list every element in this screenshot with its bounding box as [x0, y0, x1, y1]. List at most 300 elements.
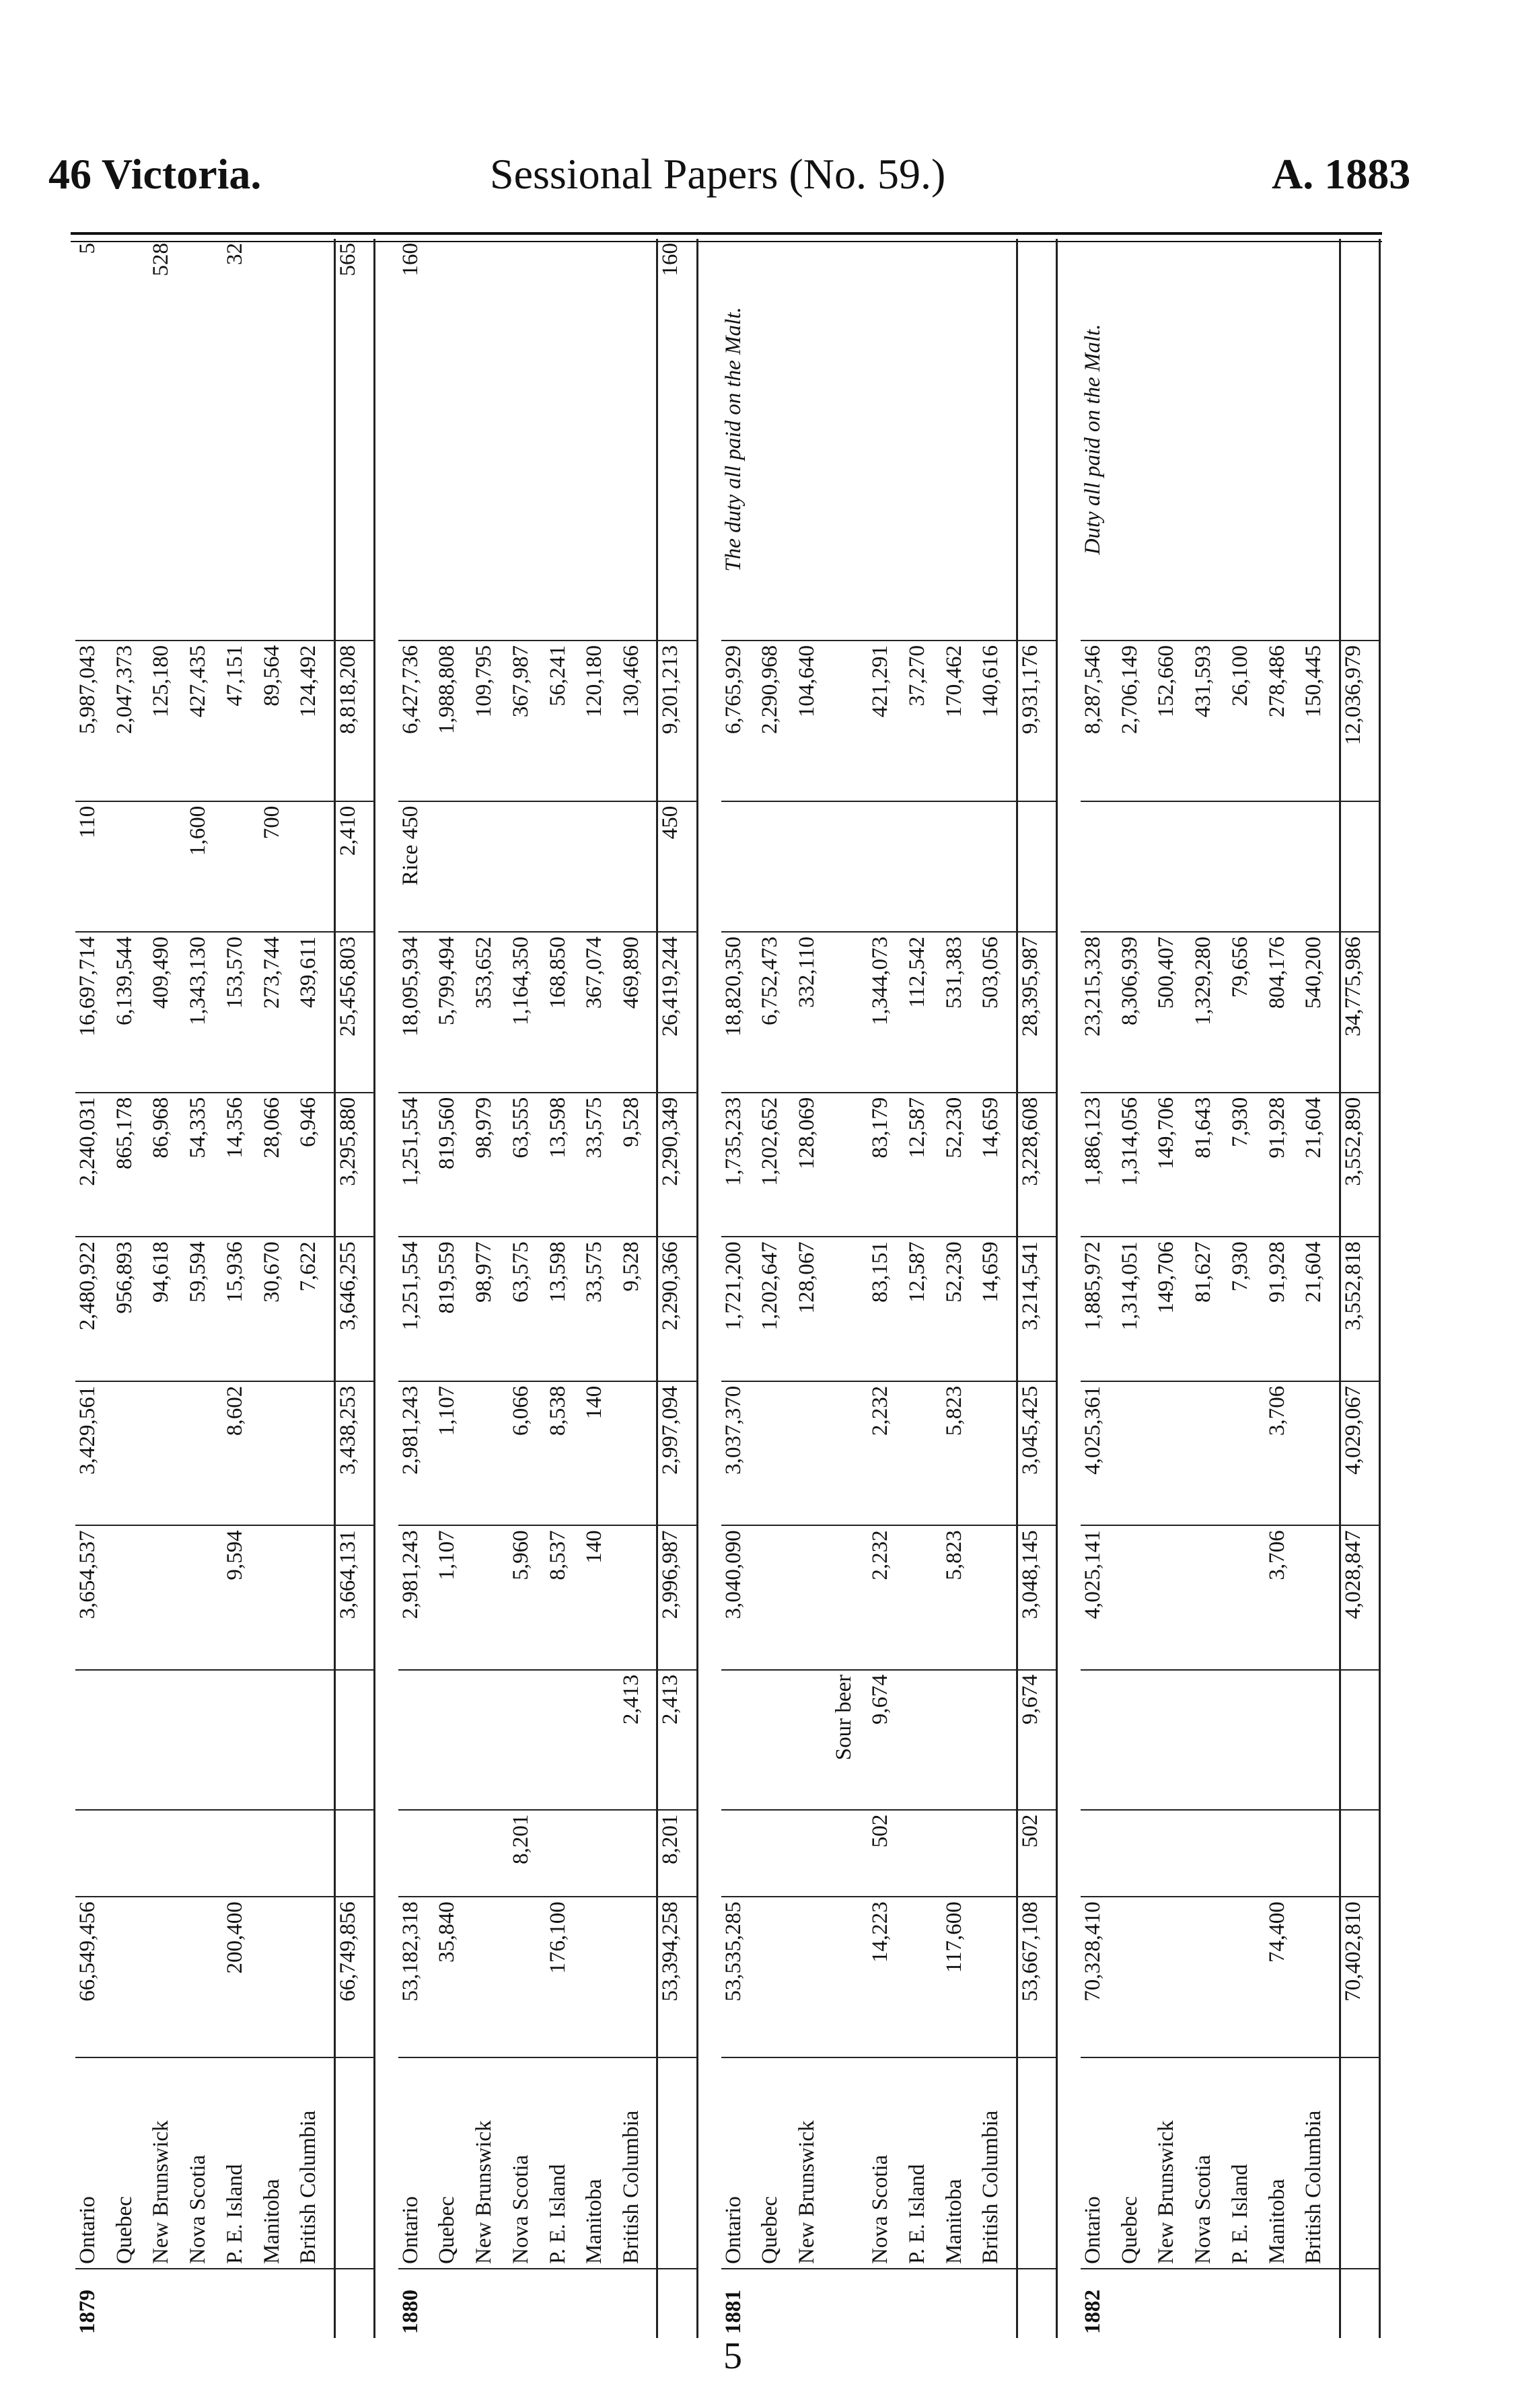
value-cell: 52,230 [942, 1093, 979, 1237]
year-cell [868, 2269, 905, 2338]
value-cell: 700 [260, 801, 297, 932]
value-cell [795, 1670, 832, 1810]
value-cell [472, 239, 509, 641]
year-cell [546, 2269, 583, 2338]
value-cell: 804,176 [1265, 932, 1302, 1093]
province-cell [334, 2057, 374, 2269]
value-cell [112, 1381, 149, 1526]
value-cell: 3,654,537 [75, 1525, 112, 1670]
province-cell: New Brunswick [795, 2057, 832, 2269]
value-cell [509, 1897, 546, 2057]
value-cell: 6,752,473 [758, 932, 795, 1093]
value-cell: 98,979 [472, 1093, 509, 1237]
province-cell [657, 2057, 697, 2269]
value-cell [619, 1897, 657, 2057]
value-cell [1118, 1810, 1155, 1897]
total-row [334, 239, 374, 2338]
value-cell [260, 1897, 297, 2057]
value-cell: 81,643 [1191, 1093, 1228, 1237]
value-cell: 74,400 [1265, 1897, 1302, 2057]
year-cell: 1880 [398, 2290, 423, 2334]
value-cell [942, 1810, 979, 1897]
total-cell: 3,664,131 [334, 1525, 374, 1670]
value-cell [546, 239, 583, 641]
value-cell: 427,435 [186, 641, 223, 801]
value-cell [1301, 1810, 1340, 1897]
year-cell [619, 2269, 657, 2338]
value-cell [795, 801, 832, 932]
page-header-title: Sessional Papers (No. 59.) [490, 150, 946, 198]
value-cell: 6,765,929 [721, 641, 758, 801]
value-cell: 1,329,280 [1191, 932, 1228, 1093]
value-cell: 33,575 [582, 1093, 619, 1237]
total-cell [334, 1670, 374, 1810]
value-cell [619, 1525, 657, 1670]
value-cell [1228, 1381, 1265, 1526]
value-cell [1265, 1670, 1302, 1810]
value-cell [758, 1381, 795, 1526]
total-cell [1340, 1810, 1379, 1897]
value-cell: 3,040,090 [721, 1525, 758, 1670]
value-cell: 83,151 [868, 1237, 905, 1381]
group-spacer [1057, 239, 1081, 2338]
value-cell [582, 1897, 619, 2057]
year-cell: 1882 [1081, 2290, 1106, 2334]
total-cell: 70,402,810 [1340, 1897, 1379, 2057]
total-cell: 26,419,244 [657, 932, 697, 1093]
value-cell: 2,232 [868, 1525, 905, 1670]
value-cell: 130,466 [619, 641, 657, 801]
value-cell: 12,587 [905, 1093, 942, 1237]
value-cell [472, 1670, 509, 1810]
total-cell [1340, 239, 1379, 641]
value-cell: 21,604 [1301, 1093, 1340, 1237]
province-cell: P. E. Island [1228, 2057, 1265, 2269]
value-cell: 18,820,350 [721, 932, 758, 1093]
value-cell: 500,407 [1154, 932, 1191, 1093]
value-cell: 865,178 [112, 1093, 149, 1237]
year-cell [223, 2269, 260, 2338]
value-cell [795, 1810, 832, 1897]
value-cell: 28,066 [260, 1093, 297, 1237]
total-cell [1340, 1670, 1379, 1810]
year-cell [472, 2269, 509, 2338]
table-row [296, 239, 334, 2338]
value-cell [149, 1525, 186, 1670]
year-cell [296, 2269, 334, 2338]
province-cell: Quebec [112, 2057, 149, 2269]
value-cell [832, 1093, 869, 1237]
value-cell [296, 1525, 334, 1670]
table-row [112, 239, 149, 2338]
value-cell: 1,735,233 [721, 1093, 758, 1237]
value-cell: 124,492 [296, 641, 334, 801]
value-cell: 1,988,808 [435, 641, 472, 801]
province-cell: British Columbia [1301, 2057, 1340, 2269]
value-cell: 66,549,456 [75, 1897, 112, 2057]
value-cell [1228, 1670, 1265, 1810]
province-cell: Quebec [1118, 2057, 1155, 2269]
total-cell: 3,646,255 [334, 1237, 374, 1381]
table-row [435, 239, 472, 2338]
value-cell: 273,744 [260, 932, 297, 1093]
province-cell [1340, 2057, 1379, 2269]
value-cell [1191, 1897, 1228, 2057]
value-cell: 8,602 [223, 1381, 260, 1526]
value-cell [435, 801, 472, 932]
total-cell [334, 1810, 374, 1897]
province-cell: P. E. Island [905, 2057, 942, 2269]
value-cell: 5 [75, 239, 112, 641]
value-cell [149, 1810, 186, 1897]
total-cell: 565 [334, 239, 374, 641]
value-cell [832, 1237, 869, 1381]
province-cell: Ontario [721, 2057, 758, 2269]
value-cell: 152,660 [1154, 641, 1191, 801]
value-cell: 439,611 [296, 932, 334, 1093]
value-cell [1191, 1381, 1228, 1526]
value-cell: 6,427,736 [398, 641, 435, 801]
value-cell [186, 1381, 223, 1526]
value-cell [149, 1381, 186, 1526]
value-cell: 503,056 [978, 932, 1017, 1093]
value-cell [186, 1525, 223, 1670]
value-cell: 112,542 [905, 932, 942, 1093]
value-cell: 149,706 [1154, 1093, 1191, 1237]
year-cell [1301, 2269, 1340, 2338]
value-cell: 2,981,243 [398, 1525, 435, 1670]
value-cell: 421,291 [868, 641, 905, 801]
value-cell [1081, 1810, 1118, 1897]
province-cell: Nova Scotia [186, 2057, 223, 2269]
value-cell [1118, 1525, 1155, 1670]
value-cell [1154, 1381, 1191, 1526]
value-cell [260, 239, 297, 641]
value-cell [1301, 801, 1340, 932]
value-cell: 528 [149, 239, 186, 641]
value-cell [472, 1525, 509, 1670]
value-cell [758, 1525, 795, 1670]
year-cell [260, 2269, 297, 2338]
value-cell: 7,930 [1228, 1093, 1265, 1237]
total-cell: 3,552,818 [1340, 1237, 1379, 1381]
value-cell: 5,960 [509, 1525, 546, 1670]
value-cell: 14,659 [978, 1237, 1017, 1381]
value-cell: 2,290,968 [758, 641, 795, 801]
value-cell: 2,480,922 [75, 1237, 112, 1381]
value-cell [1191, 1525, 1228, 1670]
value-cell [1154, 1810, 1191, 1897]
year-cell: 1881 [721, 2290, 746, 2334]
value-cell: 18,095,934 [398, 932, 435, 1093]
value-cell [1191, 801, 1228, 932]
value-cell [546, 1810, 583, 1897]
value-cell [758, 1897, 795, 2057]
value-cell: 1,107 [435, 1381, 472, 1526]
year-cell [334, 2269, 374, 2338]
value-cell: 819,559 [435, 1237, 472, 1381]
value-cell [260, 1525, 297, 1670]
table-row [398, 239, 435, 2338]
province-cell: Manitoba [1265, 2057, 1302, 2269]
value-cell: 8,537 [546, 1525, 583, 1670]
year-cell [1340, 2269, 1379, 2338]
value-cell: 1,600 [186, 801, 223, 932]
total-cell: 3,048,145 [1017, 1525, 1056, 1670]
value-cell [1301, 1897, 1340, 2057]
value-cell: 140 [582, 1381, 619, 1526]
value-cell [978, 1381, 1017, 1526]
value-cell: 4,025,361 [1081, 1381, 1118, 1526]
province-cell: Nova Scotia [868, 2057, 905, 2269]
value-cell [758, 1810, 795, 1897]
total-cell: 450 [657, 801, 697, 932]
value-cell [1228, 1897, 1265, 2057]
value-cell: 47,151 [223, 641, 260, 801]
province-cell: Manitoba [582, 2057, 619, 2269]
page-number: 5 [723, 2335, 742, 2377]
year-cell [832, 2269, 869, 2338]
table-body [75, 239, 1380, 2338]
value-cell [1118, 801, 1155, 932]
value-cell [795, 1525, 832, 1670]
year-cell [758, 2269, 795, 2338]
spacer-cell [374, 239, 398, 2338]
value-cell [149, 1670, 186, 1810]
value-cell [832, 1810, 869, 1897]
value-cell [112, 1897, 149, 2057]
value-cell: 59,594 [186, 1237, 223, 1381]
value-cell [868, 801, 905, 932]
total-cell: 53,394,258 [657, 1897, 697, 2057]
value-cell [1081, 1670, 1118, 1810]
total-cell: 2,413 [657, 1670, 697, 1810]
value-cell [435, 1670, 472, 1810]
value-cell: 1,885,972 [1081, 1237, 1118, 1381]
province-cell: Ontario [398, 2057, 435, 2269]
year-cell [509, 2269, 546, 2338]
year-cell [1118, 2269, 1155, 2338]
total-cell: 2,290,349 [657, 1093, 697, 1237]
year-cell [795, 2269, 832, 2338]
value-cell [832, 932, 869, 1093]
table-row [260, 239, 297, 2338]
value-cell [832, 801, 869, 932]
total-cell: 8,818,208 [334, 641, 374, 801]
value-cell: 278,486 [1265, 641, 1302, 801]
year-cell [942, 2269, 979, 2338]
value-cell: 13,598 [546, 1237, 583, 1381]
value-cell: 16,697,714 [75, 932, 112, 1093]
value-cell: 1,343,130 [186, 932, 223, 1093]
value-cell [398, 1670, 435, 1810]
value-cell [795, 1381, 832, 1526]
total-cell: 12,036,979 [1340, 641, 1379, 801]
table-row [223, 239, 260, 2338]
table-row [1081, 239, 1118, 2338]
value-cell: 5,823 [942, 1381, 979, 1526]
table-row [509, 239, 546, 2338]
value-cell: 63,575 [509, 1237, 546, 1381]
group-spacer [374, 239, 398, 2338]
value-cell: 2,240,031 [75, 1093, 112, 1237]
value-cell: 2,232 [868, 1381, 905, 1526]
year-cell: 1879 [75, 2290, 100, 2334]
value-cell [832, 1525, 869, 1670]
value-cell [296, 239, 334, 641]
province-cell: P. E. Island [546, 2057, 583, 2269]
total-cell: 9,201,213 [657, 641, 697, 801]
value-cell [1265, 801, 1302, 932]
value-cell: 128,069 [795, 1093, 832, 1237]
value-cell: 469,890 [619, 932, 657, 1093]
rotated-table-container [75, 239, 1381, 2338]
value-cell: 7,930 [1228, 1237, 1265, 1381]
value-cell: 86,968 [149, 1093, 186, 1237]
value-cell: 15,936 [223, 1237, 260, 1381]
value-cell [1228, 1525, 1265, 1670]
province-cell: New Brunswick [149, 2057, 186, 2269]
value-cell: 32 [223, 239, 260, 641]
value-cell [1118, 1670, 1155, 1810]
value-cell: 26,100 [1228, 641, 1265, 801]
total-cell: 502 [1017, 1810, 1056, 1897]
value-cell: 2,047,373 [112, 641, 149, 801]
value-cell: 13,598 [546, 1093, 583, 1237]
value-cell: 110 [75, 801, 112, 932]
value-cell: 1,202,652 [758, 1093, 795, 1237]
year-cell [186, 2269, 223, 2338]
value-cell: 30,670 [260, 1237, 297, 1381]
value-cell [905, 1525, 942, 1670]
value-cell: 9,528 [619, 1237, 657, 1381]
value-cell [296, 1670, 334, 1810]
value-cell [721, 1670, 758, 1810]
value-cell [1301, 1670, 1340, 1810]
value-cell: 367,987 [509, 641, 546, 801]
value-cell [296, 1810, 334, 1897]
table-row [546, 239, 583, 2338]
total-cell: 3,295,880 [334, 1093, 374, 1237]
total-cell: 28,395,987 [1017, 932, 1056, 1093]
value-cell [260, 1381, 297, 1526]
value-cell: 1,107 [435, 1525, 472, 1670]
total-cell: 3,438,253 [334, 1381, 374, 1526]
value-cell: 21,604 [1301, 1237, 1340, 1381]
value-cell: 53,182,318 [398, 1897, 435, 2057]
value-cell [1301, 1381, 1340, 1526]
statistics-table [75, 239, 1381, 2338]
table-row [721, 239, 758, 2338]
value-cell [1191, 1670, 1228, 1810]
value-cell: 94,618 [149, 1237, 186, 1381]
value-cell [1228, 801, 1265, 932]
year-cell [1265, 2269, 1302, 2338]
value-cell: 176,100 [546, 1897, 583, 2057]
value-cell: 3,429,561 [75, 1381, 112, 1526]
total-cell: 2,290,366 [657, 1237, 697, 1381]
province-cell [832, 2057, 869, 2269]
value-cell: 70,328,410 [1081, 1897, 1118, 2057]
value-cell [721, 801, 758, 932]
value-cell: 8,306,939 [1118, 932, 1155, 1093]
value-cell: 140 [582, 1525, 619, 1670]
value-cell [582, 801, 619, 932]
province-cell: Nova Scotia [1191, 2057, 1228, 2269]
value-cell [978, 1810, 1017, 1897]
total-cell: 3,228,608 [1017, 1093, 1056, 1237]
value-cell: 3,706 [1265, 1525, 1302, 1670]
value-cell [942, 801, 979, 932]
total-row [1017, 239, 1056, 2338]
value-cell: 5,987,043 [75, 641, 112, 801]
value-cell: 170,462 [942, 641, 979, 801]
page-header-left: 46 Victoria. [48, 150, 262, 198]
total-cell: 25,456,803 [334, 932, 374, 1093]
value-cell [296, 1897, 334, 2057]
value-cell: 431,593 [1191, 641, 1228, 801]
value-cell [1118, 1897, 1155, 2057]
year-cell [149, 2269, 186, 2338]
value-cell: 56,241 [546, 641, 583, 801]
total-cell: 9,674 [1017, 1670, 1056, 1810]
value-cell: 53,535,285 [721, 1897, 758, 2057]
value-cell: 1,314,056 [1118, 1093, 1155, 1237]
value-cell: 8,287,546 [1081, 641, 1118, 801]
value-cell [435, 239, 472, 641]
value-cell [905, 1810, 942, 1897]
value-cell: 1,886,123 [1081, 1093, 1118, 1237]
value-cell: 367,074 [582, 932, 619, 1093]
header-rule [71, 232, 1382, 235]
value-cell [472, 1897, 509, 2057]
total-cell: 9,931,176 [1017, 641, 1056, 801]
table-row [75, 239, 112, 2338]
value-cell: 9,674 [868, 1670, 905, 1810]
value-cell: 83,179 [868, 1093, 905, 1237]
value-cell: 168,850 [546, 932, 583, 1093]
province-cell: British Columbia [619, 2057, 657, 2269]
group-spacer [697, 239, 721, 2338]
total-cell: 160 [657, 239, 697, 641]
total-cell: 53,667,108 [1017, 1897, 1056, 2057]
province-cell: Manitoba [942, 2057, 979, 2269]
value-cell [978, 1670, 1017, 1810]
value-cell [260, 1810, 297, 1897]
year-cell [978, 2269, 1017, 2338]
table-row [582, 239, 619, 2338]
value-cell [112, 1810, 149, 1897]
total-cell: 3,552,890 [1340, 1093, 1379, 1237]
value-cell [1228, 1810, 1265, 1897]
value-cell: 5,799,494 [435, 932, 472, 1093]
value-cell: 12,587 [905, 1237, 942, 1381]
value-cell [758, 1670, 795, 1810]
table-row [619, 239, 657, 2338]
total-cell: 4,029,067 [1340, 1381, 1379, 1526]
value-cell: 91,928 [1265, 1237, 1302, 1381]
table-row [472, 239, 509, 2338]
province-cell [1017, 2057, 1056, 2269]
value-cell [296, 801, 334, 932]
table-row [186, 239, 223, 2338]
value-cell: 37,270 [905, 641, 942, 801]
value-cell [509, 801, 546, 932]
value-cell: 33,575 [582, 1237, 619, 1381]
value-cell [435, 1810, 472, 1897]
value-cell: 8,538 [546, 1381, 583, 1526]
value-cell [832, 1897, 869, 2057]
